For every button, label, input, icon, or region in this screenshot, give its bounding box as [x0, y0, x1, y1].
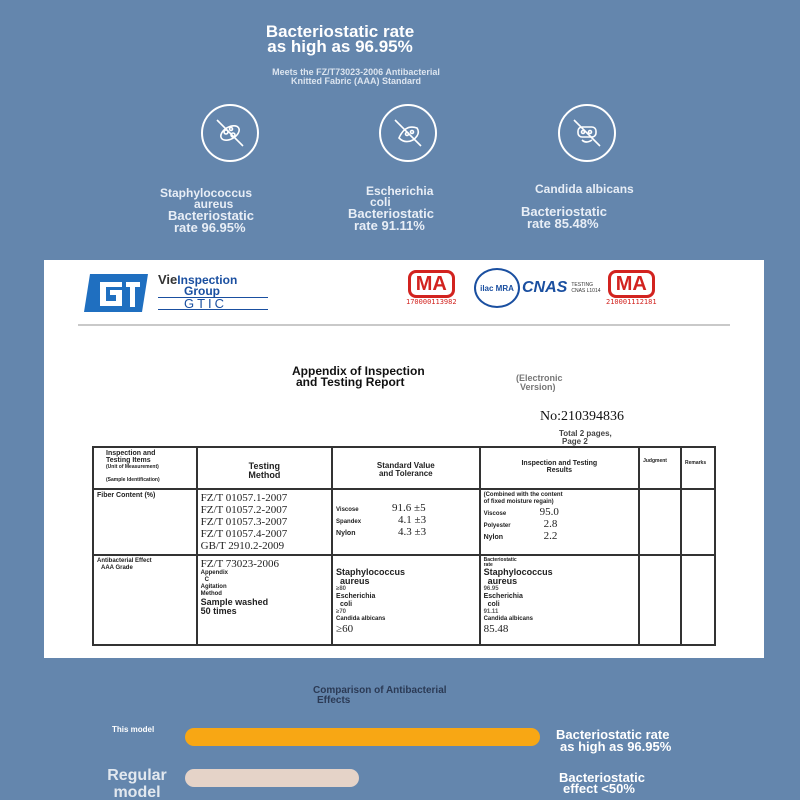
page-count: Total 2 pages, Page 2 — [559, 429, 612, 446]
antibacterial-results: Bacteriostatic rate Staphylococcus aureus 96.95 Escherichia coli 91.11 Candida albicans 85.48 — [480, 555, 639, 645]
hero-subtitle — [236, 68, 476, 86]
regular-model-bar — [185, 769, 359, 787]
antibacterial-standards: Staphylococcus aureus ≥80 Escherichia coli ≥70 Candida albicans ≥60 — [332, 555, 480, 645]
table-row-fiber — [93, 489, 715, 555]
fiber-remarks — [681, 489, 715, 555]
org-name: Vie Inspection Group GTIC — [158, 274, 268, 310]
report-title: Appendix of Inspection and Testing Report — [292, 364, 425, 389]
fiber-methods: FZ/T 01057.1-2007 FZ/T 01057.2-2007 FZ/T 01057.3-2007 FZ/T 01057.4-2007 GB/T 2910.2-2009 — [197, 489, 332, 555]
fiber-judgment — [639, 489, 681, 555]
electronic-version-label: (Electronic Version) — [516, 373, 563, 392]
feature-rate: Bacteriostatic rate 91.11% — [348, 206, 434, 233]
antibacterial-item: Antibacterial Effect AAA Grade — [93, 555, 197, 645]
antibacterial-remarks — [681, 555, 715, 645]
this-model-rate: Bacteriostatic rate as high as 96.95% — [556, 727, 672, 754]
header-remarks: Remarks — [681, 447, 715, 489]
hero-title-line2: as high as 96.95% — [267, 37, 413, 56]
staphylococcus-icon — [201, 104, 259, 162]
regular-model-label: Regular model — [107, 767, 167, 800]
hero-subtitle-line1: Meets the FZ/T73023-2006 Antibacterial — [272, 67, 440, 77]
antibacterial-method: FZ/T 73023-2006 Appendix C Agitation Method Sample washed 50 times — [197, 555, 332, 645]
cma-cert-1: MA 170000113982 — [406, 270, 457, 306]
comparison-title: Comparison of Antibacterial Effects — [313, 685, 447, 706]
candida-icon — [558, 104, 616, 162]
table-header-row — [93, 447, 715, 489]
feature-name: Escherichia coli — [366, 184, 434, 209]
feature-rate: Bacteriostatic rate 96.95% — [168, 208, 254, 235]
test-report-document — [44, 260, 764, 658]
header-judgment: Judgment — [639, 447, 681, 489]
cnas-cert: ilac MRA CNAS TESTING CNAS L1014 — [474, 268, 601, 308]
feature-name: Staphylococcus aureus — [160, 186, 253, 211]
hero-title-line1: Bacteriostatic rate — [265, 22, 415, 41]
hero-subtitle-line2: Knitted Fabric (AAA) Standard — [290, 76, 421, 86]
regular-model-rate: Bacteriostatic effect <50% — [559, 770, 645, 796]
fiber-item: Fiber Content (%) — [93, 489, 197, 555]
report-table — [92, 446, 716, 646]
feature-escherichia — [308, 104, 508, 232]
feature-candida — [487, 104, 687, 230]
feature-rate: Bacteriostatic rate 85.48% — [521, 204, 607, 231]
hero-title — [0, 24, 680, 54]
this-model-bar — [185, 728, 540, 746]
header-items: Inspection and Testing Items (Unit of Measurement) (Sample Identification) — [93, 447, 197, 489]
antibacterial-judgment — [639, 555, 681, 645]
header-method: Testing Method — [197, 447, 332, 489]
header-standard: Standard Value and Tolerance — [332, 447, 480, 489]
fiber-standards: Viscose 91.6 ±5 Spandex 4.1 ±3 Nylon 4.3 ±3 — [332, 489, 480, 555]
table-row-antibacterial — [93, 555, 715, 645]
feature-staphylococcus — [130, 104, 330, 234]
this-model-label: This model — [112, 725, 155, 734]
gtic-logo-icon — [80, 270, 152, 321]
cma-cert-2: MA 210001112181 — [606, 270, 657, 306]
e-coli-icon — [379, 104, 437, 162]
report-number: No:210394836 — [540, 409, 624, 424]
header-results: Inspection and Testing Results — [480, 447, 639, 489]
fiber-results: (Combined with the content of fixed moisture regain) Viscose 95.0 Polyester 2.8 Nylon 2.2 — [480, 489, 639, 555]
header-divider — [78, 324, 730, 326]
feature-name: Candida albicans — [535, 182, 634, 196]
